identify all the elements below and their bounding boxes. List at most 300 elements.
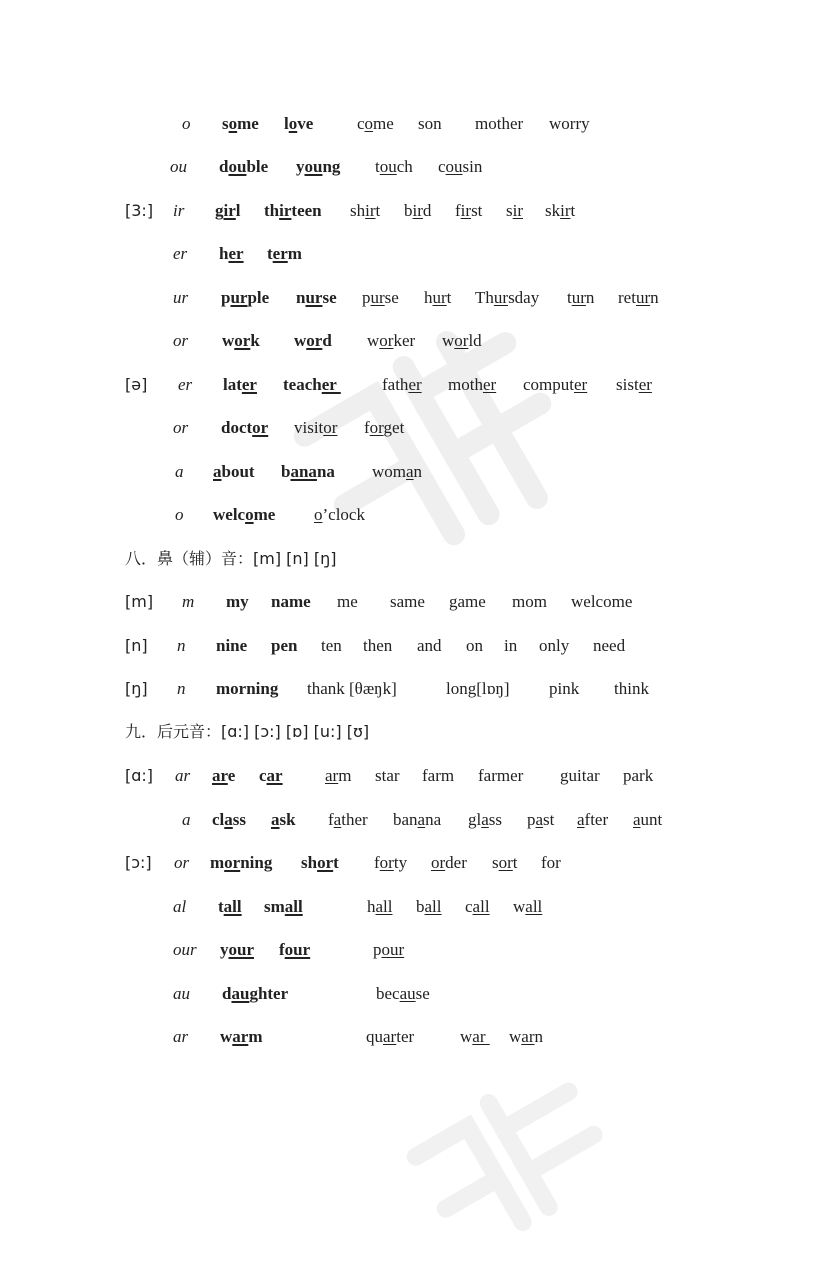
word-part: s <box>492 853 499 872</box>
underlined-letters: ur <box>493 288 509 307</box>
word-part: bout <box>221 462 255 481</box>
underlined-letters: a <box>633 810 641 829</box>
grapheme-label: ou <box>170 157 187 176</box>
word-part: fter <box>584 810 609 829</box>
word-part: then <box>363 636 393 655</box>
word-part: na <box>316 462 335 481</box>
underlined-letters: or <box>454 331 469 350</box>
word-part: ss <box>488 810 503 829</box>
word-part: der <box>445 853 467 872</box>
word-part: m <box>338 766 352 785</box>
example-word <box>527 808 554 832</box>
example-word <box>577 808 608 832</box>
word-part: n <box>585 288 595 307</box>
underlined-letters: ar <box>521 1027 535 1046</box>
underlined-letters: er <box>408 375 422 394</box>
word-part: n <box>413 462 423 481</box>
underlined-letters: er <box>241 375 257 394</box>
example-word <box>372 460 422 484</box>
word-part: t <box>267 244 273 263</box>
key-word <box>223 373 257 397</box>
grapheme-label: or <box>173 418 189 437</box>
word-part: t <box>375 157 380 176</box>
underlined-letters: ar <box>472 1027 490 1046</box>
key-word <box>296 155 340 179</box>
grapheme-label: er <box>173 244 188 263</box>
word-part: f <box>374 853 380 872</box>
key-word <box>281 460 335 484</box>
word-part: long[lɒŋ] <box>446 679 510 698</box>
example-word <box>549 677 579 701</box>
key-word <box>271 808 296 832</box>
watermark <box>383 1041 636 1279</box>
word-part: w <box>513 897 526 916</box>
key-word <box>216 677 278 701</box>
word-part: lat <box>223 375 242 394</box>
underlined-letters: ur <box>230 288 248 307</box>
word-part: f <box>364 418 370 437</box>
key-word <box>294 329 332 353</box>
word-row <box>0 112 830 136</box>
underlined-letters: or <box>431 853 446 872</box>
underlined-letters: o <box>245 505 254 524</box>
underlined-letters: ou <box>228 157 247 176</box>
grapheme-label: ar <box>175 766 191 785</box>
word-part: on <box>466 636 483 655</box>
word-part: c <box>259 766 267 785</box>
example-word <box>337 590 358 614</box>
word-part: k <box>250 331 260 350</box>
underlined-letters: au <box>399 984 416 1003</box>
word-part: t <box>570 201 576 220</box>
example-word <box>460 1025 490 1049</box>
word-part: thank [θæŋk] <box>307 679 397 698</box>
word-part: t <box>218 897 224 916</box>
underlined-letters: or <box>379 331 394 350</box>
phoneme-label: [ɔ:] <box>125 853 152 872</box>
word-row <box>0 764 830 788</box>
example-word <box>623 764 653 788</box>
example-word <box>509 1025 543 1049</box>
word-part: n <box>534 1027 543 1046</box>
underlined-letters: a <box>417 810 426 829</box>
word-part: d <box>222 984 232 1003</box>
example-word <box>512 590 547 614</box>
word-part: mother <box>475 114 524 133</box>
underlined-letters: ir <box>223 201 236 220</box>
word-part: think <box>614 679 649 698</box>
word-part: Th <box>475 288 494 307</box>
word-part: ban <box>393 810 418 829</box>
example-word <box>376 982 430 1006</box>
word-part: sk <box>279 810 296 829</box>
word-part: in <box>504 636 518 655</box>
grapheme-label: m <box>182 592 195 611</box>
example-word <box>492 851 518 875</box>
underlined-letters: ar <box>266 766 283 785</box>
example-word <box>446 677 510 701</box>
word-part: teen <box>291 201 322 220</box>
key-word <box>219 242 244 266</box>
word-part: welcome <box>571 592 633 611</box>
word-part: pink <box>549 679 580 698</box>
word-part: t <box>375 201 381 220</box>
example-word <box>475 112 523 136</box>
word-part: w <box>460 1027 473 1046</box>
underlined-letters: o <box>288 114 298 133</box>
word-row <box>0 460 830 484</box>
word-part: name <box>271 592 311 611</box>
underlined-letters: ir <box>560 201 571 220</box>
word-part: g <box>215 201 224 220</box>
underlined-letters: ir <box>512 201 524 220</box>
example-word <box>506 199 523 223</box>
underlined-letters: a <box>481 810 489 829</box>
phoneme-label: [m] <box>125 592 154 611</box>
underlined-letters: all <box>223 897 242 916</box>
word-part: mom <box>512 592 547 611</box>
underlined-letters: ar <box>383 1027 397 1046</box>
word-part: sk <box>545 201 561 220</box>
word-part: and <box>417 636 442 655</box>
grapheme-label: o <box>175 505 184 524</box>
word-row <box>0 329 830 353</box>
underlined-letters: ir <box>365 201 376 220</box>
example-word <box>614 677 649 701</box>
word-row <box>0 199 830 223</box>
word-part: ng <box>322 157 341 176</box>
word-part: n <box>296 288 306 307</box>
underlined-letters: ur <box>432 288 447 307</box>
word-part: me <box>237 114 259 133</box>
word-part: w <box>442 331 455 350</box>
underlined-letters: er <box>272 244 288 263</box>
example-word <box>424 286 451 310</box>
word-part: d <box>322 331 332 350</box>
word-row <box>0 416 830 440</box>
word-part: h <box>367 897 376 916</box>
word-part: t <box>512 853 518 872</box>
key-word <box>220 1025 263 1049</box>
grapheme-label: n <box>177 636 186 655</box>
example-word <box>416 895 442 919</box>
example-word <box>448 373 496 397</box>
underlined-letters: ur <box>370 288 385 307</box>
word-part: p <box>221 288 231 307</box>
grapheme-label: o <box>182 114 191 133</box>
word-part: h <box>424 288 433 307</box>
key-word <box>264 199 322 223</box>
word-part: e <box>227 766 236 785</box>
underlined-letters: our <box>284 940 311 959</box>
word-row <box>0 286 830 310</box>
word-part: m <box>287 244 302 263</box>
word-part: me <box>373 114 394 133</box>
key-word <box>301 851 339 875</box>
word-part: b <box>281 462 291 481</box>
grapheme-label: or <box>173 331 189 350</box>
word-part: ss <box>232 810 247 829</box>
word-part: s <box>222 114 229 133</box>
word-part: w <box>220 1027 233 1046</box>
word-part: get <box>383 418 405 437</box>
word-part: se <box>415 984 430 1003</box>
word-part: y <box>220 940 229 959</box>
example-word <box>438 155 482 179</box>
phoneme-label: [ə] <box>125 375 148 394</box>
grapheme-label: ur <box>173 288 189 307</box>
example-word <box>362 286 399 310</box>
word-part: se <box>384 288 399 307</box>
example-word <box>367 329 415 353</box>
word-part: cl <box>212 810 225 829</box>
word-part: ple <box>247 288 270 307</box>
underlined-letters: au <box>231 984 250 1003</box>
word-part: doct <box>221 418 253 437</box>
word-part: m <box>248 1027 263 1046</box>
key-word <box>212 808 246 832</box>
example-word <box>513 895 542 919</box>
section-heading: 九．后元音：[ɑ:] [ɔ:] [ɒ] [u:] [ʊ] <box>125 722 370 741</box>
word-part: sin <box>462 157 483 176</box>
key-word <box>259 764 283 788</box>
word-part: d <box>219 157 229 176</box>
key-word <box>279 938 310 962</box>
word-part: th <box>264 201 280 220</box>
example-word <box>545 199 575 223</box>
key-word <box>215 199 241 223</box>
key-word <box>296 286 337 310</box>
word-row <box>0 895 830 919</box>
grapheme-label: our <box>173 940 197 959</box>
underlined-letters: all <box>284 897 303 916</box>
example-word <box>571 590 632 614</box>
word-part: moth <box>448 375 483 394</box>
word-part: ther <box>341 810 368 829</box>
example-word <box>375 764 400 788</box>
word-part: game <box>449 592 486 611</box>
word-part: y <box>296 157 305 176</box>
underlined-letters: ar <box>212 766 228 785</box>
underlined-letters: a <box>577 810 585 829</box>
word-part: c <box>438 157 446 176</box>
word-part: p <box>373 940 382 959</box>
underlined-letters: er <box>574 375 588 394</box>
underlined-letters: or <box>252 418 269 437</box>
word-part: p <box>362 288 371 307</box>
underlined-letters: er <box>321 375 341 394</box>
key-word <box>222 329 260 353</box>
word-part: c <box>465 897 473 916</box>
underlined-letters: ur <box>305 288 323 307</box>
word-part: w <box>294 331 307 350</box>
key-word <box>220 938 254 962</box>
word-part: only <box>539 636 570 655</box>
word-part: comput <box>523 375 574 394</box>
underlined-letters: ur <box>571 288 586 307</box>
word-part: na <box>425 810 442 829</box>
key-word <box>210 851 272 875</box>
example-word <box>549 112 590 136</box>
underlined-letters: or <box>234 331 251 350</box>
key-word <box>271 634 297 658</box>
example-word <box>328 808 368 832</box>
underlined-letters: ur <box>635 288 651 307</box>
underlined-letters: ar <box>232 1027 249 1046</box>
example-word <box>475 286 539 310</box>
word-part: need <box>593 636 626 655</box>
underlined-letters: ir <box>412 201 423 220</box>
word-part: m <box>210 853 225 872</box>
word-part: w <box>367 331 380 350</box>
word-part: t <box>446 288 452 307</box>
example-word <box>363 634 392 658</box>
section-heading: 八．鼻（辅）音：[m] [n] [ŋ] <box>125 549 337 568</box>
underlined-letters: ou <box>445 157 463 176</box>
word-row <box>0 677 830 701</box>
underlined-letters: or <box>224 853 241 872</box>
example-word <box>404 199 431 223</box>
word-part: unt <box>640 810 663 829</box>
example-word <box>307 677 397 701</box>
word-part: ty <box>393 853 408 872</box>
example-word <box>468 808 502 832</box>
word-part: t <box>333 853 339 872</box>
word-part: pen <box>271 636 298 655</box>
grapheme-label: or <box>174 853 190 872</box>
word-part: for <box>541 853 561 872</box>
underlined-letters: o <box>364 114 374 133</box>
word-row <box>0 938 830 962</box>
word-part: d <box>422 201 432 220</box>
word-row <box>0 242 830 266</box>
word-part: ghter <box>249 984 289 1003</box>
key-word <box>222 982 288 1006</box>
underlined-letters: a <box>271 810 280 829</box>
key-word <box>221 416 268 440</box>
underlined-letters: or <box>369 418 384 437</box>
word-part: f <box>328 810 334 829</box>
underlined-letters: ir <box>279 201 292 220</box>
example-word <box>567 286 594 310</box>
example-word <box>325 764 351 788</box>
underlined-letters: all <box>525 897 543 916</box>
grapheme-label: a <box>175 462 184 481</box>
word-part: w <box>222 331 235 350</box>
example-word <box>442 329 482 353</box>
word-part: c <box>357 114 365 133</box>
word-row <box>0 373 830 397</box>
word-part: s <box>506 201 513 220</box>
word-part: son <box>418 114 442 133</box>
word-part: morning <box>216 679 279 698</box>
example-word <box>504 634 517 658</box>
word-part: star <box>375 766 400 785</box>
word-part: wom <box>372 462 406 481</box>
example-word <box>616 373 652 397</box>
word-part: st <box>471 201 483 220</box>
word-part: st <box>543 810 555 829</box>
word-part: ble <box>246 157 269 176</box>
word-part: park <box>623 766 654 785</box>
word-part: ter <box>396 1027 415 1046</box>
underlined-letters: o <box>314 505 323 524</box>
key-word <box>264 895 303 919</box>
underlined-letters: all <box>375 897 393 916</box>
word-row <box>0 1025 830 1049</box>
word-part: sm <box>264 897 285 916</box>
grapheme-label: a <box>182 810 191 829</box>
word-part: f <box>455 201 461 220</box>
example-word <box>367 895 393 919</box>
example-word <box>618 286 659 310</box>
example-word <box>418 112 442 136</box>
word-part: visit <box>294 418 324 437</box>
word-part: l <box>284 114 289 133</box>
word-row <box>0 808 830 832</box>
word-part: nine <box>216 636 248 655</box>
example-word <box>364 416 404 440</box>
word-part: bec <box>376 984 400 1003</box>
key-word <box>222 112 259 136</box>
word-part: sh <box>350 201 366 220</box>
word-row <box>0 634 830 658</box>
example-word <box>357 112 394 136</box>
key-word <box>271 590 311 614</box>
word-part: ret <box>618 288 636 307</box>
word-part: fath <box>382 375 409 394</box>
word-part: gl <box>468 810 482 829</box>
word-row <box>0 590 830 614</box>
underlined-letters: ou <box>304 157 323 176</box>
example-word <box>593 634 625 658</box>
word-part: worry <box>549 114 590 133</box>
word-part: same <box>390 592 425 611</box>
phoneme-label: [ɑ:] <box>125 766 154 785</box>
word-part: ld <box>468 331 482 350</box>
word-part: ’clock <box>322 505 365 524</box>
example-word <box>390 590 425 614</box>
word-row <box>0 851 830 875</box>
example-word <box>374 851 407 875</box>
key-word <box>216 634 247 658</box>
underlined-letters: our <box>228 940 254 959</box>
example-word <box>539 634 569 658</box>
underlined-letters: a <box>535 810 544 829</box>
phoneme-label: [n] <box>125 636 148 655</box>
word-row <box>0 982 830 1006</box>
word-part: sh <box>301 853 318 872</box>
underlined-letters: er <box>482 375 497 394</box>
key-word <box>226 590 249 614</box>
word-part: farm <box>422 766 455 785</box>
key-word <box>218 895 242 919</box>
key-word <box>213 460 255 484</box>
key-word <box>213 503 275 527</box>
example-word <box>478 764 523 788</box>
word-part: ker <box>393 331 416 350</box>
underlined-letters: or <box>323 418 338 437</box>
word-part: ve <box>297 114 314 133</box>
example-word <box>294 416 337 440</box>
key-word <box>219 155 268 179</box>
key-word <box>284 112 313 136</box>
underlined-letters: er <box>638 375 652 394</box>
example-word <box>350 199 380 223</box>
example-word <box>465 895 490 919</box>
word-part: ch <box>396 157 413 176</box>
example-word <box>455 199 482 223</box>
